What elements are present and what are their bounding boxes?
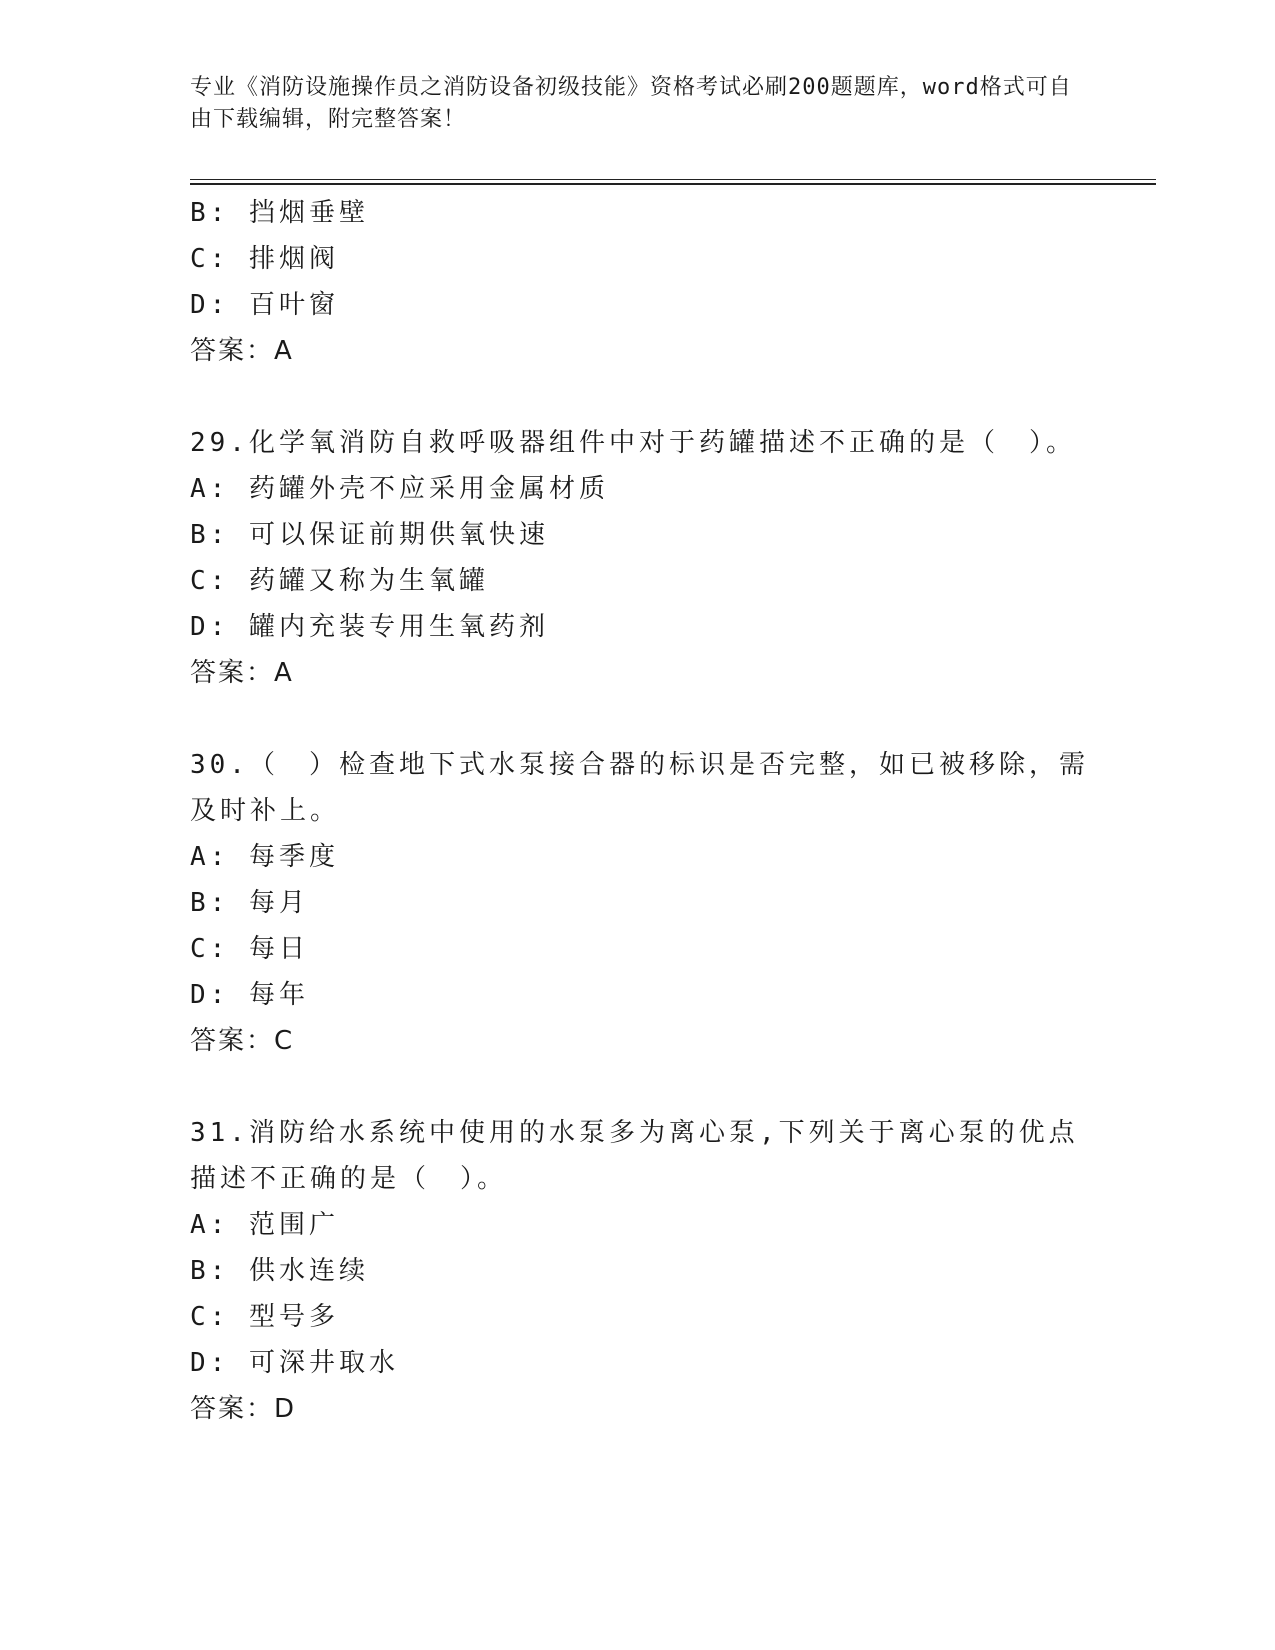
question-31 bbox=[190, 1110, 1090, 1432]
partial-question-28 bbox=[190, 190, 1090, 374]
option-a: A: 每季度 bbox=[190, 842, 339, 872]
header-divider-thick bbox=[190, 183, 1156, 185]
option-c: C: 每日 bbox=[190, 934, 309, 964]
option-b: B: 可以保证前期供氧快速 bbox=[190, 520, 549, 550]
option-c: C: 排烟阀 bbox=[190, 244, 339, 274]
answer-label: 答案：A bbox=[190, 658, 294, 688]
option-b: B: 每月 bbox=[190, 888, 309, 918]
question-text: 31.消防给水系统中使用的水泵多为离心泵,下列关于离心泵的优点描述不正确的是（ ）。 bbox=[190, 1118, 1079, 1194]
question-30 bbox=[190, 742, 1090, 1064]
question-text: 29.化学氧消防自救呼吸器组件中对于药罐描述不正确的是（ ）。 bbox=[190, 428, 1076, 458]
option-d: D: 每年 bbox=[190, 980, 309, 1010]
option-a: A: 药罐外壳不应采用金属材质 bbox=[190, 474, 609, 504]
document-header: 专业《消防设施操作员之消防设备初级技能》资格考试必刷200题题库，word格式可自由下载编辑，附完整答案！ bbox=[190, 75, 1072, 132]
spacer bbox=[190, 696, 1090, 742]
option-b: B: 供水连续 bbox=[190, 1256, 369, 1286]
question-29 bbox=[190, 420, 1090, 696]
question-text: 30.（ ）检查地下式水泵接合器的标识是否完整，如已被移除，需及时补上。 bbox=[190, 750, 1089, 826]
option-d: D: 罐内充装专用生氧药剂 bbox=[190, 612, 549, 642]
header-divider-thin bbox=[190, 179, 1156, 180]
question-list bbox=[190, 190, 1090, 1432]
spacer bbox=[190, 374, 1090, 420]
option-d: D: 可深井取水 bbox=[190, 1348, 399, 1378]
answer-label: 答案：D bbox=[190, 1394, 297, 1424]
answer-label: 答案：C bbox=[190, 1026, 295, 1056]
spacer bbox=[190, 1064, 1090, 1110]
option-a: A: 范围广 bbox=[190, 1210, 339, 1240]
answer-label: 答案：A bbox=[190, 336, 294, 366]
option-b: B: 挡烟垂壁 bbox=[190, 198, 369, 228]
option-c: C: 药罐又称为生氧罐 bbox=[190, 566, 489, 596]
option-c: C: 型号多 bbox=[190, 1302, 339, 1332]
option-d: D: 百叶窗 bbox=[190, 290, 339, 320]
